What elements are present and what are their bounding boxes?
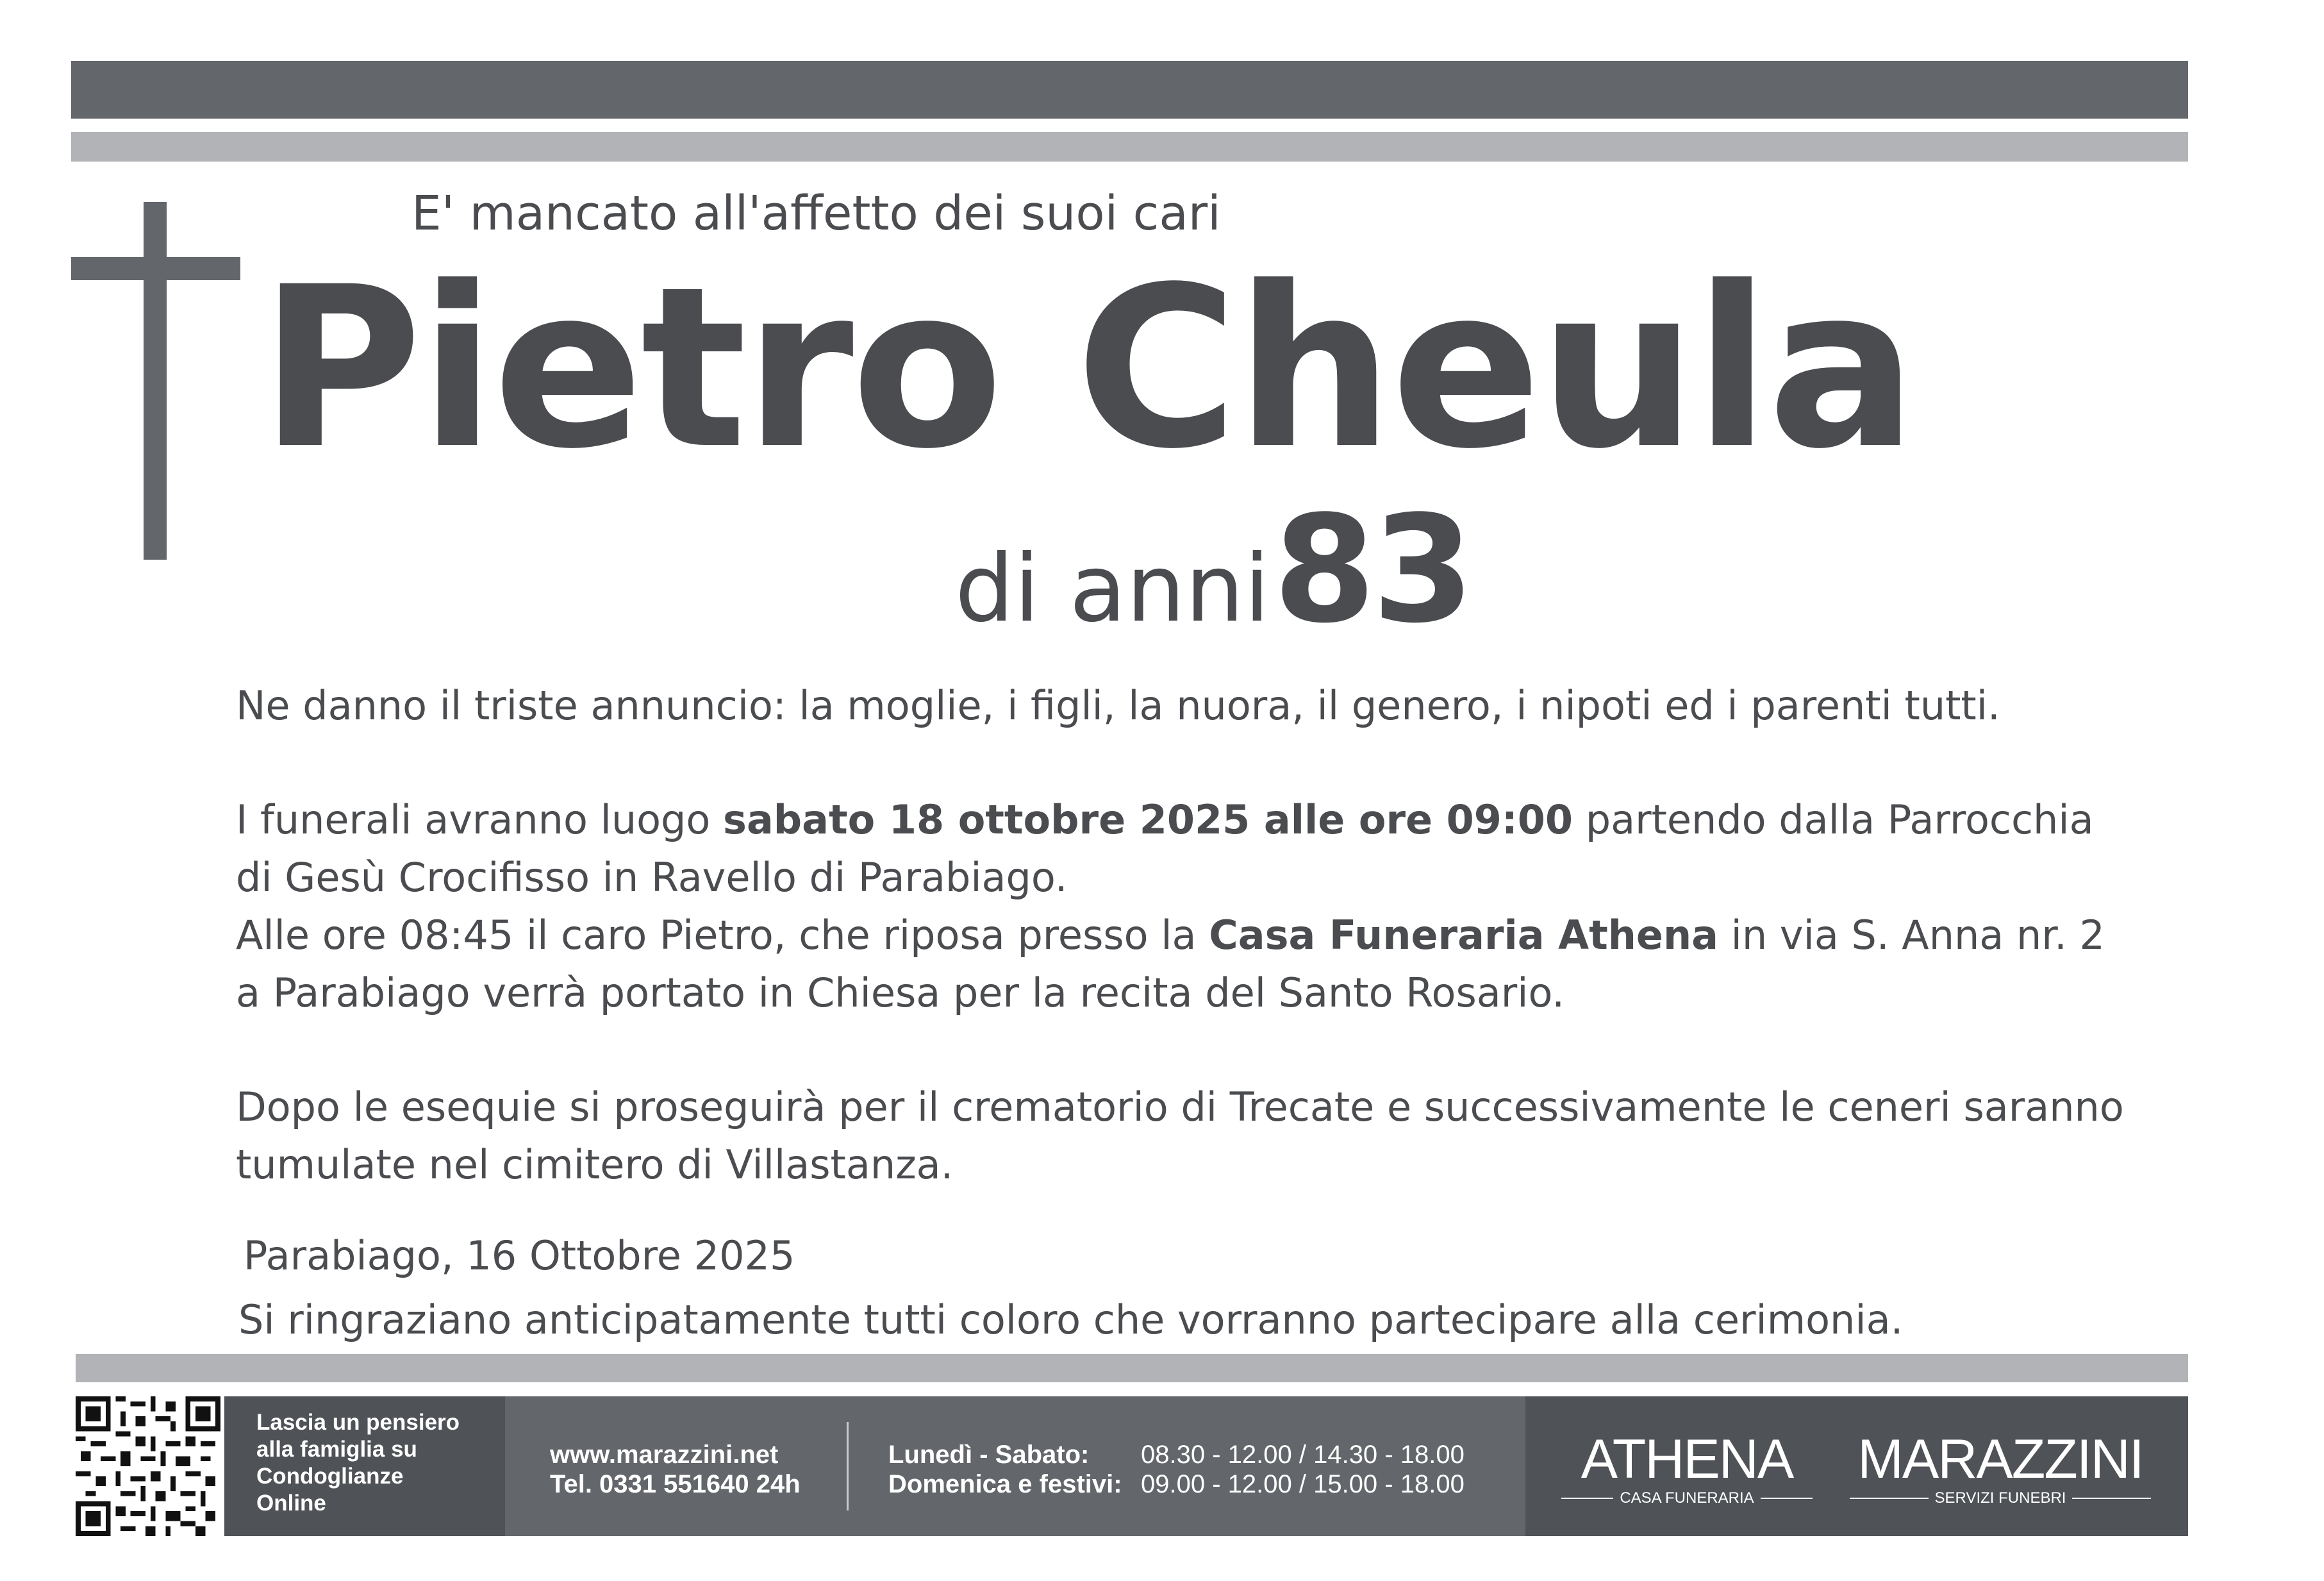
qr-code-icon [76,1396,220,1536]
thanks-line: Si ringraziano anticipatamente tutti coloro che vorranno partecipare alla cerimonia. [238,1296,1904,1343]
funeral-text-post: partendo dalla Parrocchia [1573,796,2094,843]
intro-text: E' mancato all'affetto dei suoi cari [411,186,1221,241]
logo-rule [1561,1498,1613,1499]
deceased-name: Pietro Cheula [260,239,1915,498]
rosary-text-pre: Alle ore 08:45 il caro Pietro, che riposa presso la [236,912,1209,958]
athena-logo [1561,1428,1813,1507]
cremation-line-1: Dopo le esequie si proseguirà per il crematorio di Trecate e successivamente le ceneri saranno [236,1083,2124,1130]
marazzini-logo-name: MARAZZINI [1857,1428,2143,1490]
funeral-text-pre: I funerali avranno luogo [236,796,724,843]
marazzini-logo-sub-text: SERVIZI FUNEBRI [1934,1489,2066,1507]
age-line [955,485,1471,694]
marazzini-logo-subtitle [1850,1490,2151,1507]
rosary-place: Casa Funeraria Athena [1209,912,1718,958]
cross-vertical [144,202,167,560]
rosary-line-1 [236,907,2105,964]
rosary-text-post: in via S. Anna nr. 2 [1718,912,2105,958]
logo-rule [1761,1498,1813,1499]
hours-label-weekdays: Lunedì - Sabato: [888,1441,1090,1469]
condolences-line: alla famiglia su [256,1437,417,1462]
footer-divider [847,1422,849,1510]
age-value: 83 [1273,485,1471,656]
cross-horizontal [71,257,240,280]
condolences-line: Lascia un pensiero [256,1410,460,1435]
top-dark-band [71,61,2188,119]
logo-rule [2072,1498,2151,1499]
funeral-line-2: di Gesù Crocifisso in Ravello di Parabiago. [236,854,1068,901]
rosary-line-2: a Parabiago verrà portato in Chiesa per la recita del Santo Rosario. [236,969,1565,1016]
top-light-band [71,132,2188,162]
cremation-line-2: tumulate nel cimitero di Villastanza. [236,1141,954,1188]
date-place: Parabiago, 16 Ottobre 2025 [244,1232,795,1279]
hours-value-holidays: 09.00 - 12.00 / 15.00 - 18.00 [1141,1470,1465,1498]
hours-label-holidays: Domenica e festivi: [888,1470,1122,1498]
condolences-line: Online [256,1491,326,1516]
hours-value-weekdays: 08.30 - 12.00 / 14.30 - 18.00 [1141,1441,1465,1469]
athena-logo-name: ATHENA [1581,1428,1793,1490]
marazzini-logo [1850,1428,2151,1507]
condolences-text[interactable] [256,1409,460,1517]
logo-rule [1850,1498,1929,1499]
phone-number[interactable]: Tel. 0331 551640 24h [550,1470,801,1498]
athena-logo-sub-text: CASA FUNERARIA [1620,1489,1754,1507]
footer [76,1396,2188,1536]
qr-code[interactable] [76,1396,224,1536]
funeral-date: sabato 18 ottobre 2025 alle ore 09:00 [723,796,1573,843]
announcement-line: Ne danno il triste annuncio: la moglie, i figli, la nuora, il genero, i nipoti ed i parenti tutti. [236,682,2000,729]
athena-logo-subtitle [1561,1490,1813,1507]
bottom-light-band [76,1354,2188,1382]
funeral-line-1 [236,791,2094,849]
condolences-line: Condoglianze [256,1464,404,1489]
age-label: di anni [955,535,1270,643]
website-link[interactable]: www.marazzini.net [550,1441,779,1469]
